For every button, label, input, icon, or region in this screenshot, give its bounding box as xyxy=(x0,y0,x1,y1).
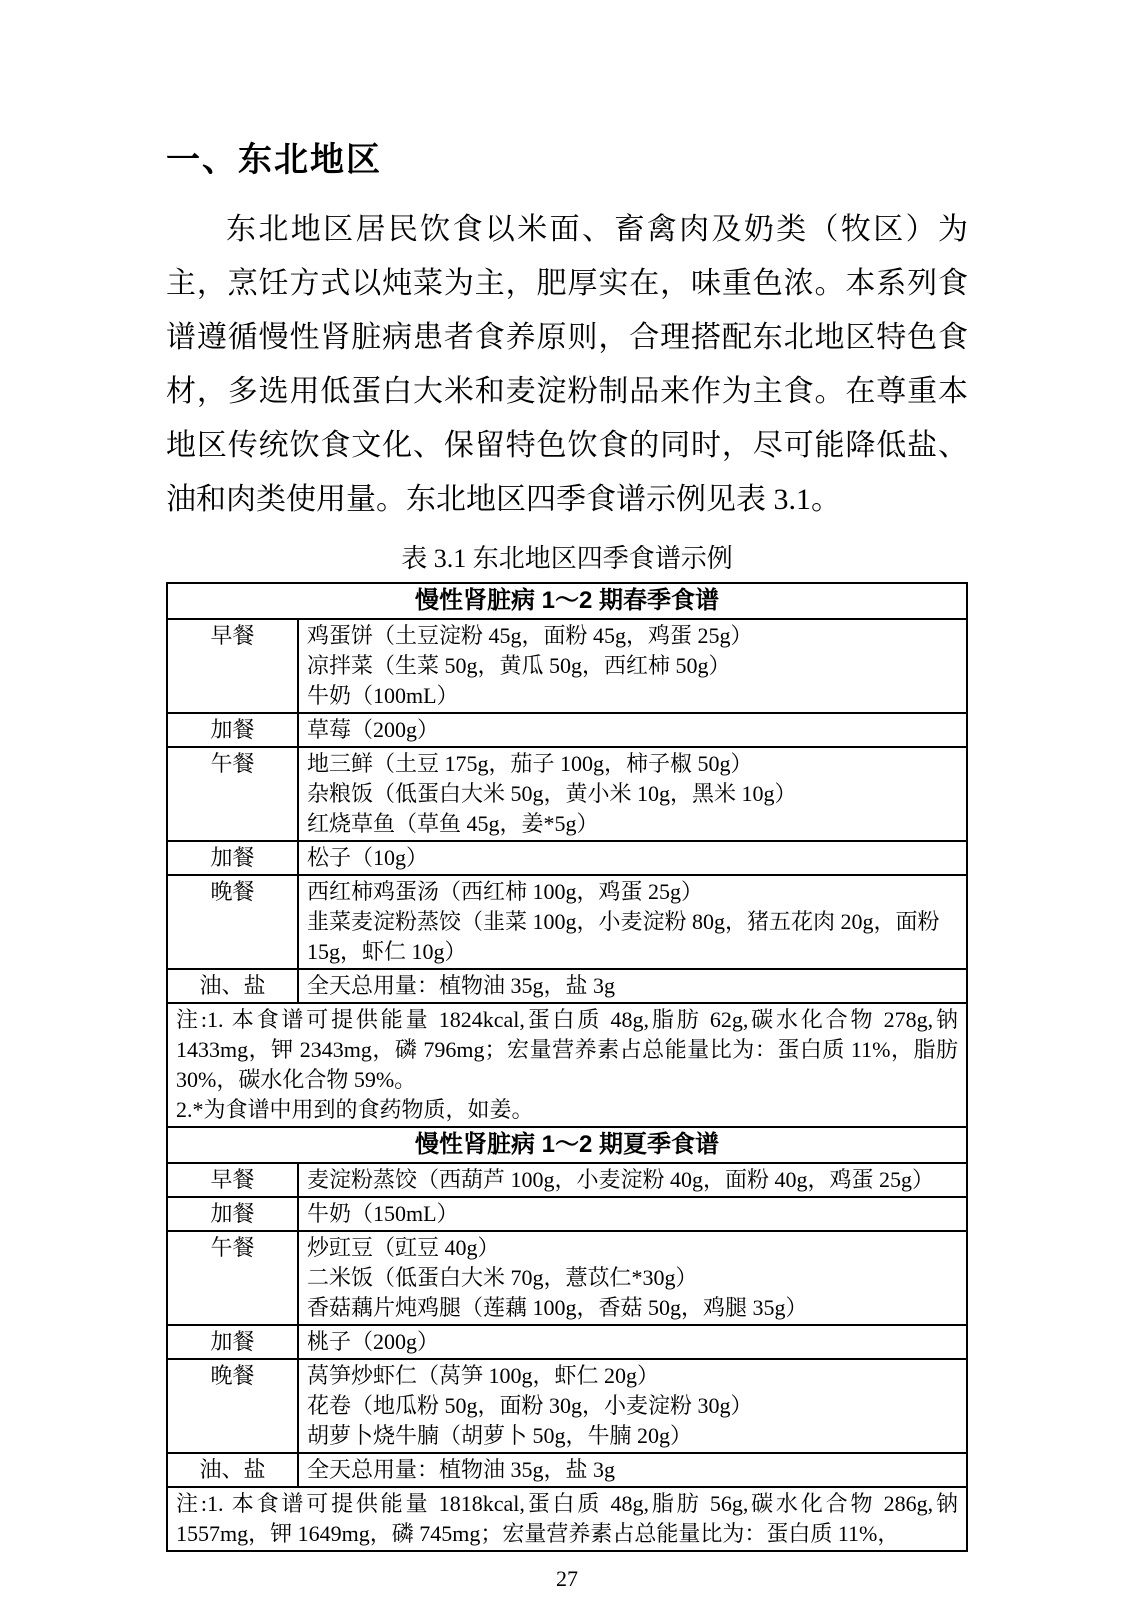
recipe-table xyxy=(166,582,968,1552)
meal-label: 油、盐 xyxy=(167,969,298,1003)
meal-label: 油、盐 xyxy=(167,1453,298,1487)
meal-content xyxy=(298,619,967,713)
dish-line: 炒豇豆（豇豆 40g） xyxy=(307,1234,500,1260)
meal-label: 早餐 xyxy=(167,619,298,713)
meal-label: 加餐 xyxy=(167,1325,298,1359)
meal-content xyxy=(298,1231,967,1325)
meal-content xyxy=(298,875,967,969)
meal-row xyxy=(167,1197,967,1231)
meal-row xyxy=(167,1453,967,1487)
meal-row xyxy=(167,875,967,969)
dish-line: 桃子（200g） xyxy=(307,1328,440,1354)
dish-line: 胡萝卜烧牛腩（胡萝卜 50g，牛腩 20g） xyxy=(307,1422,693,1448)
section-heading: 一、东北地区 xyxy=(166,141,382,179)
table-note-summer xyxy=(167,1487,967,1551)
meal-row xyxy=(167,841,967,875)
dish-line: 红烧草鱼（草鱼 45g，姜*5g） xyxy=(307,810,599,836)
dish-line: 韭菜麦淀粉蒸饺（韭菜 100g，小麦淀粉 80g，猪五花肉 20g，面粉 15g，虾仁 10g） xyxy=(307,908,940,964)
dish-line: 花卷（地瓜粉 50g，面粉 30g，小麦淀粉 30g） xyxy=(307,1392,753,1418)
intro-paragraph: 东北地区居民饮食以米面、畜禽肉及奶类（牧区）为主，烹饪方式以炖菜为主，肥厚实在，味重色浓。本系列食谱遵循慢性肾脏病患者食养原则，合理搭配东北地区特色食材，多选用低蛋白大米和麦淀粉制品来作为主食。在尊重本地区传统饮食文化、保留特色饮食的同时，尽可能降低盐、油和肉类使用量。东北地区四季食谱示例见表 3.1。 xyxy=(166,212,968,516)
meal-content xyxy=(298,969,967,1003)
dish-line: 凉拌菜（生菜 50g，黄瓜 50g，西红柿 50g） xyxy=(307,652,731,678)
meal-label: 晚餐 xyxy=(167,875,298,969)
meal-row xyxy=(167,969,967,1003)
dish-line: 二米饭（低蛋白大米 70g，薏苡仁*30g） xyxy=(307,1264,698,1290)
meal-label: 午餐 xyxy=(167,747,298,841)
note-line: 2.*为食谱中用到的食药物质，如姜。 xyxy=(176,1096,534,1122)
page-number: 27 xyxy=(556,1565,578,1591)
meal-row xyxy=(167,713,967,747)
meal-label: 加餐 xyxy=(167,713,298,747)
note-row xyxy=(167,1487,967,1551)
note-line: 注:1. 本食谱可提供能量 1824kcal,蛋白质 48g,脂肪 62g,碳水化合物 278g,钠 1433mg，钾 2343mg，磷 796mg；宏量营养素占总能量比为：蛋白质 11%，脂肪 30%，碳水化合物 59%。 xyxy=(176,1006,958,1092)
meal-row xyxy=(167,1325,967,1359)
section-header-row-spring xyxy=(167,583,967,619)
meal-row xyxy=(167,747,967,841)
meal-row xyxy=(167,619,967,713)
table-caption: 表 3.1 东北地区四季食谱示例 xyxy=(401,543,733,573)
table-note-spring xyxy=(167,1003,967,1127)
section-header-spring: 慢性肾脏病 1～2 期春季食谱 xyxy=(167,583,967,619)
meal-content xyxy=(298,713,967,747)
meal-row xyxy=(167,1163,967,1197)
dish-line: 莴笋炒虾仁（莴笋 100g，虾仁 20g） xyxy=(307,1362,660,1388)
meal-content xyxy=(298,1325,967,1359)
dish-line: 麦淀粉蒸饺（西葫芦 100g，小麦淀粉 40g，面粉 40g，鸡蛋 25g） xyxy=(307,1166,935,1192)
note-row xyxy=(167,1003,967,1127)
meal-label: 加餐 xyxy=(167,841,298,875)
meal-label: 午餐 xyxy=(167,1231,298,1325)
section-header-row-summer xyxy=(167,1127,967,1163)
meal-content xyxy=(298,841,967,875)
dish-line: 松子（10g） xyxy=(307,844,429,870)
meal-content xyxy=(298,747,967,841)
dish-line: 全天总用量：植物油 35g，盐 3g xyxy=(307,972,616,998)
page-content xyxy=(166,140,968,1592)
meal-content xyxy=(298,1197,967,1231)
section-header-summer: 慢性肾脏病 1～2 期夏季食谱 xyxy=(167,1127,967,1163)
dish-line: 草莓（200g） xyxy=(307,716,440,742)
meal-label: 晚餐 xyxy=(167,1359,298,1453)
dish-line: 香菇藕片炖鸡腿（莲藕 100g，香菇 50g，鸡腿 35g） xyxy=(307,1294,808,1320)
meal-label: 加餐 xyxy=(167,1197,298,1231)
meal-content xyxy=(298,1163,967,1197)
meal-label: 早餐 xyxy=(167,1163,298,1197)
meal-row xyxy=(167,1359,967,1453)
dish-line: 牛奶（150mL） xyxy=(307,1200,459,1226)
dish-line: 地三鲜（土豆 175g，茄子 100g，柿子椒 50g） xyxy=(307,750,753,776)
note-line: 注:1. 本食谱可提供能量 1818kcal,蛋白质 48g,脂肪 56g,碳水化合物 286g,钠 1557mg，钾 1649mg，磷 745mg；宏量营养素占总能量比为：蛋白质 11%， xyxy=(176,1490,958,1546)
dish-line: 牛奶（100mL） xyxy=(307,682,459,708)
dish-line: 鸡蛋饼（土豆淀粉 45g，面粉 45g，鸡蛋 25g） xyxy=(307,622,753,648)
meal-content xyxy=(298,1453,967,1487)
dish-line: 全天总用量：植物油 35g，盐 3g xyxy=(307,1456,616,1482)
dish-line: 杂粮饭（低蛋白大米 50g，黄小米 10g，黑米 10g） xyxy=(307,780,797,806)
dish-line: 西红柿鸡蛋汤（西红柿 100g，鸡蛋 25g） xyxy=(307,878,704,904)
meal-row xyxy=(167,1231,967,1325)
meal-content xyxy=(298,1359,967,1453)
